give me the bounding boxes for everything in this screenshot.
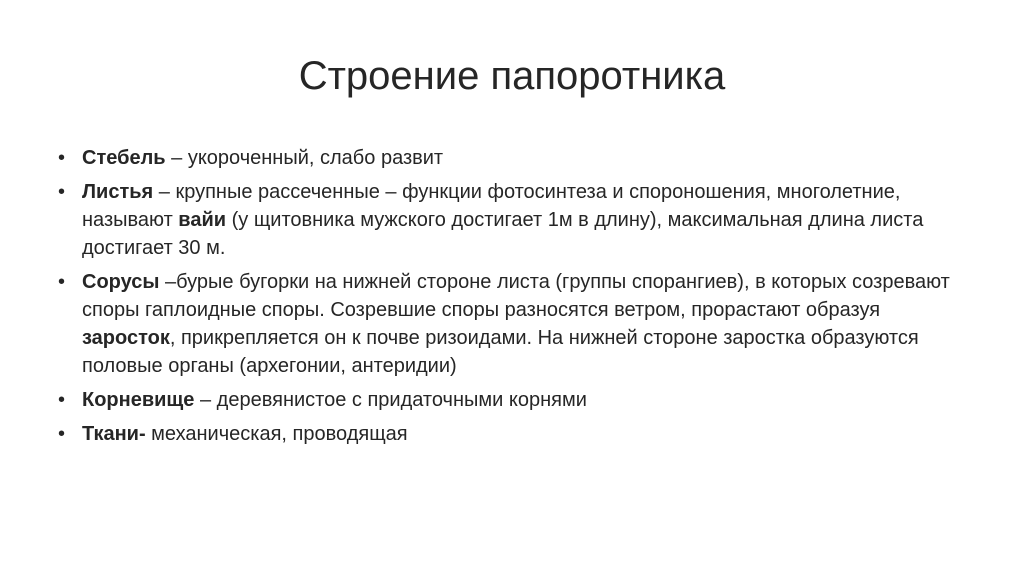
bullet-dot: • — [58, 271, 66, 293]
term-prothallus: заросток — [82, 327, 170, 349]
bullet-item-sori — [58, 268, 958, 380]
bullet-item-tissues — [58, 420, 958, 448]
term-rhizome: Корневище — [82, 389, 195, 411]
item-text: – укороченный, слабо развит — [165, 147, 444, 169]
term-stem: Стебель — [82, 147, 166, 169]
term-sori: Сорусы — [82, 271, 160, 293]
bullet-dot: • — [58, 147, 66, 169]
item-text: механическая, проводящая — [145, 423, 408, 445]
bullet-dot: • — [58, 181, 66, 203]
bullet-list — [58, 144, 958, 454]
bullet-dot: • — [58, 423, 66, 445]
term-vayi: вайи — [178, 209, 227, 231]
item-text: , прикрепляется он к почве ризоидами. На нижней стороне заростка образуются половые органы (архегонии, антеридии) — [82, 327, 919, 377]
bullet-item-stem — [58, 144, 958, 172]
slide-title: Строение папоротника — [298, 54, 726, 98]
item-text: –бурые бугорки на нижней стороне листа (группы спорангиев), в которых созревают споры гаплоидные споры. Созревшие споры разносятся ветром, прорастают образуя — [82, 271, 950, 321]
bullet-item-rhizome — [58, 386, 958, 414]
term-tissues: Ткани- — [82, 423, 146, 445]
bullet-dot: • — [58, 389, 66, 411]
item-text: – деревянистое с придаточными корнями — [194, 389, 587, 411]
term-leaves: Листья — [82, 181, 154, 203]
item-text: (у щитовника мужского достигает 1м в длину), максимальная длина листа достигает 30 м. — [82, 209, 924, 259]
bullet-item-leaves — [58, 178, 958, 262]
item-text: – крупные рассеченные – функции фотосинтеза и спороношения, многолетние, называют — [82, 181, 901, 231]
